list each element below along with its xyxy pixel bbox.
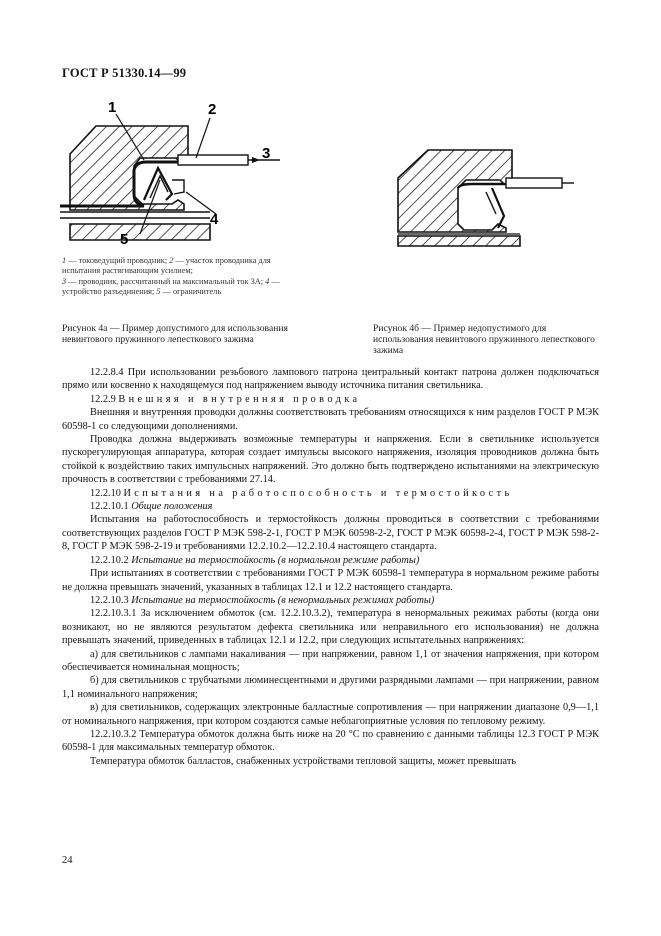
figure-4a <box>60 96 290 246</box>
legend-num-4: 4 <box>265 276 270 286</box>
heading-12-2-9-num: 12.2.9 <box>90 393 119 405</box>
list-item-c: в) для светильников, содержащих электронные балластные сопротивления — при напряжении диапазоне 0,9—1,1 от номинального напряжения, при котором создаются самые неблагоприятные условия по тепловому режиму. <box>62 702 599 727</box>
wire-b <box>506 178 562 188</box>
heading-12-2-9-title: Внешняя и внутренняя проводка <box>118 393 361 405</box>
figure-label-3: 3 <box>262 145 271 162</box>
page-number: 24 <box>62 855 73 866</box>
heading-12-2-10-2-title: Испытание на термостойкость (в нормальном режиме работы) <box>131 554 420 566</box>
legend-num-3: 3 <box>62 276 67 286</box>
legend-num-5: 5 <box>156 286 161 296</box>
housing-top-hatch-b <box>398 150 512 232</box>
figure-label-4: 4 <box>210 211 219 228</box>
legend-num-2: 2 <box>169 256 174 265</box>
heading-12-2-10-1 <box>62 500 599 513</box>
para-12-2-10-3-1: 12.2.10.3.1 За исключением обмоток (см. 12.2.10.3.2), температура в ненормальных режимах работы (когда они возникают, но не являются результатом дефекта светильника или неправильного его использования) не должна превышать значений, приведенных в таблицах 12.1 и 12.2, при следующих испытательных напряжениях: <box>62 608 599 647</box>
figure-label-1: 1 <box>108 99 117 116</box>
housing-top-hatch <box>70 126 188 210</box>
figure-label-5: 5 <box>120 231 129 246</box>
heading-12-2-10-2-num: 12.2.10.2 <box>90 554 132 566</box>
figure-4b <box>392 148 582 248</box>
legend-text-1: — токоведущий проводник; <box>66 256 170 265</box>
para-12-2-8-4: 12.2.8.4 При использовании резьбового лампового патрона центральный контакт патрона должен подключаться прямо или косвенно к находящемуся под напряжением выводу источника питания светильника. <box>62 367 599 392</box>
para-wiring-2: Проводка должна выдерживать возможные температуры и напряжения. Если в светильнике используется пускорегулирующая аппаратура, которая создает импульсы высокого напряжения, изоляция проводников должна быть стойкой к воздействию таких импульсных напряжений. Это должно быть подтверждено испытаниями на электрическую прочность в соответствии с требованиями 27.14. <box>62 434 599 486</box>
figure-4a-drawing <box>60 96 290 246</box>
legend-text-5: — ограничитель <box>160 286 222 296</box>
test-wire-section <box>178 155 248 165</box>
heading-12-2-10-1-title: Общие положения <box>131 501 213 513</box>
heading-12-2-10-3-num: 12.2.10.3 <box>90 594 132 606</box>
heading-12-2-10-title: Испытания на работоспособность и термостойкость <box>123 487 513 499</box>
para-general: Испытания на работоспособность и термостойкость должны проводиться в соответствии с требованиями соответствующих разделов ГОСТ Р МЭК 598-2-1, ГОСТ Р МЭК 60598-2-2, ГОСТ Р МЭК 60598-2-4, ГОСТ Р МЭК 598-2-8, ГОСТ Р МЭК 598-2-19 и требованиями 12.2.10.2—12.2.10.4 настоящего стандарта. <box>62 514 599 553</box>
figure-4a-caption: Рисунок 4а — Пример допустимого для использования невинтового пружинного лепесткового зажима <box>62 323 288 346</box>
housing-bottom-hatch-b <box>398 236 520 246</box>
body-text <box>62 366 599 768</box>
legend-text-4: — устройство разъединения; <box>62 276 280 296</box>
list-item-b: б) для светильников с трубчатыми люминесцентными и другими разрядными лампами — при напряжении, равном 1,1 номинального напряжения; <box>62 675 599 700</box>
figure-label-2: 2 <box>208 101 217 118</box>
para-12-2-10-3-2: 12.2.10.3.2 Температура обмоток должна быть ниже на 20 °С по сравнению с данными таблицы 12.3 ГОСТ Р МЭК 60598-1 для максимальных температур обмоток. <box>62 728 599 754</box>
figure-4a-legend <box>62 256 284 297</box>
para-normal-mode: При испытаниях в соответствии с требованиями ГОСТ Р МЭК 60598-1 температура в нормальном режиме работы не должна превышать значений, указанных в таблицах 12.1 и 12.2 настоящего стандарта. <box>62 568 599 593</box>
heading-12-2-10-num: 12.2.10 <box>90 487 124 499</box>
heading-12-2-10 <box>62 487 599 500</box>
heading-12-2-10-3-title: Испытание на термостойкость (в ненормальных режимах работы) <box>131 594 435 606</box>
figure-4b-caption: Рисунок 4б — Пример недопустимого для использования невинтового пружинного лепесткового зажима <box>373 323 595 357</box>
legend-text-3: — проводник, рассчитанный на максимальный ток 3А; <box>66 276 266 286</box>
heading-12-2-9 <box>62 393 599 406</box>
para-wiring-1: Внешняя и внутренняя проводки должны соответствовать требованиям относящихся к ним разделов ГОСТ Р МЭК 60598-1 со следующими дополнениями. <box>62 407 599 432</box>
housing-bottom-hatch <box>70 224 210 240</box>
legend-text-2: — участок проводника для испытания растягивающим усилием; <box>62 256 271 276</box>
figure-4b-drawing <box>392 148 582 248</box>
list-item-a: а) для светильников с лампами накаливания — при напряжении, равном 1,1 от значения напряжения, при котором обеспечивается номинальная мощность; <box>62 648 599 673</box>
legend-num-1: 1 <box>62 256 67 265</box>
heading-12-2-10-1-num: 12.2.10.1 <box>90 501 132 513</box>
heading-12-2-10-3 <box>62 594 599 607</box>
heading-12-2-10-2 <box>62 554 599 567</box>
para-ballast-windings: Температура обмоток балластов, снабженных устройствами тепловой защиты, может превышать <box>90 755 517 767</box>
document-header: ГОСТ Р 51330.14—99 <box>62 66 187 80</box>
